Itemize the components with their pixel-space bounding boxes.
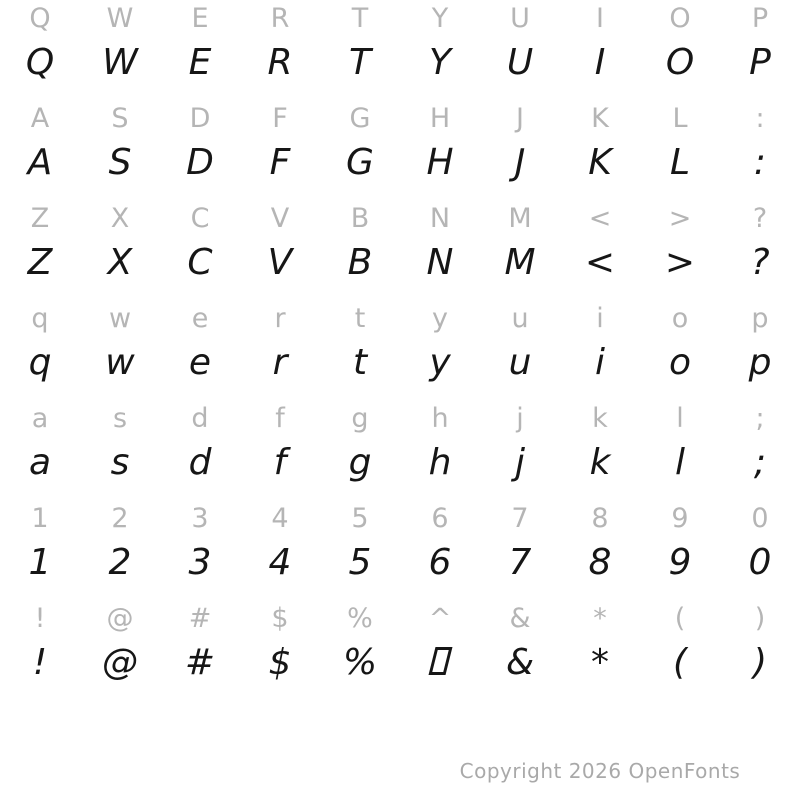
glyph-gray: % — [347, 603, 373, 634]
glyph-gray: > — [668, 203, 692, 234]
glyph-gray: U — [510, 3, 530, 34]
glyph-gray: y — [432, 303, 448, 334]
glyph-italic: F — [269, 142, 291, 183]
glyph-italic: e — [188, 342, 212, 383]
glyph-gray: V — [270, 203, 290, 234]
glyph-gray: t — [354, 303, 366, 334]
glyph-gray: k — [592, 403, 608, 434]
glyph-gray: & — [509, 603, 531, 634]
glyph-gray: E — [191, 3, 209, 34]
glyph-gray: 6 — [431, 503, 449, 534]
glyph-gray: P — [751, 3, 769, 34]
glyph-italic: 3 — [188, 542, 212, 583]
glyph-italic: @ — [102, 642, 138, 683]
glyph-italic: 0 — [748, 542, 772, 583]
glyph-italic: X — [107, 242, 133, 283]
glyph-italic: D — [186, 142, 214, 183]
glyph-italic: C — [187, 242, 213, 283]
glyph-gray: j — [516, 403, 524, 434]
glyph-italic: L — [669, 142, 691, 183]
glyph-italic: 8 — [588, 542, 612, 583]
glyph-row-italic — [0, 438, 800, 488]
glyph-row-pair — [0, 300, 800, 400]
glyph-gray: 0 — [751, 503, 769, 534]
glyph-italic: 9 — [668, 542, 692, 583]
glyph-row-pair — [0, 100, 800, 200]
glyph-italic: B — [347, 242, 373, 283]
glyph-row-pair — [0, 400, 800, 500]
glyph-gray: ) — [754, 603, 766, 634]
glyph-italic: 2 — [108, 542, 132, 583]
glyph-row-pair — [0, 600, 800, 700]
glyph-italic: * — [591, 642, 609, 683]
glyph-italic: > — [664, 242, 696, 283]
glyph-italic: h — [428, 442, 452, 483]
glyph-italic: 5 — [348, 542, 372, 583]
glyph-italic: r — [272, 342, 288, 383]
glyph-italic: & — [505, 642, 535, 683]
glyph-gray: O — [669, 3, 691, 34]
glyph-gray: u — [511, 303, 529, 334]
glyph-italic: ? — [750, 242, 770, 283]
glyph-gray: Z — [30, 203, 50, 234]
glyph-gray: i — [596, 303, 604, 334]
glyph-gray: ! — [34, 603, 46, 634]
glyph-italic: f — [273, 442, 287, 483]
copyright-text: Copyright 2026 OpenFonts — [459, 759, 741, 783]
glyph-gray: Y — [431, 3, 449, 34]
glyph-italic: Z — [27, 242, 53, 283]
glyph-italic: u — [508, 342, 532, 383]
glyph-italic: $ — [268, 642, 292, 683]
glyph-gray: l — [676, 403, 684, 434]
glyph-gray: o — [671, 303, 689, 334]
glyph-gray: T — [351, 3, 369, 34]
glyph-italic: # — [184, 642, 216, 683]
glyph-gray: H — [429, 103, 451, 134]
glyph-gray: A — [30, 103, 50, 134]
glyph-gray: G — [349, 103, 371, 134]
glyph-italic: % — [342, 642, 378, 683]
glyph-gray: q — [31, 303, 49, 334]
glyph-italic: y — [429, 342, 451, 383]
glyph-italic: w — [105, 342, 135, 383]
glyph-gray: d — [191, 403, 209, 434]
glyph-italic: K — [588, 142, 612, 183]
glyph-italic: d — [188, 442, 212, 483]
glyph-gray: ; — [755, 403, 765, 434]
glyph-row-pair — [0, 200, 800, 300]
glyph-row-italic — [0, 338, 800, 388]
glyph-gray: e — [191, 303, 209, 334]
glyph-italic: ! — [32, 642, 48, 683]
glyph-gray: F — [272, 103, 288, 134]
glyph-italic: 4 — [268, 542, 292, 583]
notdef-glyph-icon — [428, 647, 452, 675]
glyph-gray: L — [672, 103, 688, 134]
glyph-italic: o — [668, 342, 692, 383]
glyph-row-italic — [0, 38, 800, 88]
glyph-italic: I — [594, 42, 606, 83]
glyph-gray: < — [588, 203, 612, 234]
glyph-gray: 9 — [671, 503, 689, 534]
glyph-gray: s — [112, 403, 128, 434]
glyph-gray: 3 — [191, 503, 209, 534]
glyph-gray: a — [31, 403, 49, 434]
glyph-italic: M — [504, 242, 536, 283]
glyph-gray: X — [110, 203, 130, 234]
glyph-gray: W — [106, 3, 134, 34]
glyph-italic: p — [748, 342, 772, 383]
glyph-gray: h — [431, 403, 449, 434]
glyph-italic: ) — [752, 642, 768, 683]
glyph-italic: 7 — [508, 542, 532, 583]
glyph-italic: j — [514, 442, 525, 483]
glyph-row-gray — [0, 600, 800, 638]
glyph-gray: Q — [29, 3, 51, 34]
glyph-italic: N — [426, 242, 454, 283]
glyph-gray: R — [270, 3, 290, 34]
glyph-italic: : — [753, 142, 767, 183]
glyph-italic: i — [594, 342, 605, 383]
glyph-italic: H — [426, 142, 454, 183]
glyph-row-gray — [0, 0, 800, 38]
glyph-gray: 1 — [31, 503, 49, 534]
glyph-italic: V — [267, 242, 293, 283]
glyph-gray: B — [350, 203, 370, 234]
glyph-gray: f — [275, 403, 285, 434]
glyph-row-pair — [0, 0, 800, 100]
glyph-gray: w — [108, 303, 132, 334]
glyph-italic: ( — [672, 642, 688, 683]
glyph-gray: S — [111, 103, 129, 134]
glyph-gray: * — [593, 603, 607, 634]
glyph-gray: $ — [271, 603, 289, 634]
glyph-gray: I — [596, 3, 604, 34]
glyph-italic: q — [28, 342, 52, 383]
glyph-row-pair — [0, 500, 800, 600]
glyph-row-gray — [0, 100, 800, 138]
glyph-gray: ( — [674, 603, 686, 634]
glyph-gray: 2 — [111, 503, 129, 534]
glyph-gray: 8 — [591, 503, 609, 534]
glyph-italic: P — [749, 42, 771, 83]
glyph-italic: O — [665, 42, 695, 83]
glyph-row-gray — [0, 400, 800, 438]
glyph-italic: t — [352, 342, 368, 383]
glyph-gray: r — [274, 303, 286, 334]
glyph-italic: k — [589, 442, 611, 483]
glyph-italic: Y — [429, 42, 451, 83]
glyph-gray: N — [429, 203, 451, 234]
glyph-italic: 1 — [28, 542, 52, 583]
glyph-italic: 6 — [428, 542, 452, 583]
glyph-gray: C — [190, 203, 210, 234]
glyph-gray: K — [591, 103, 609, 134]
glyph-italic: R — [267, 42, 293, 83]
glyph-gray: M — [508, 203, 532, 234]
glyph-gray: D — [189, 103, 211, 134]
glyph-italic: J — [514, 142, 526, 183]
glyph-gray: 5 — [351, 503, 369, 534]
glyph-gray: : — [755, 103, 765, 134]
glyph-italic: Q — [25, 42, 55, 83]
glyph-italic: l — [674, 442, 685, 483]
glyph-row-italic — [0, 638, 800, 688]
glyph-italic: G — [346, 142, 374, 183]
glyph-gray: 4 — [271, 503, 289, 534]
glyph-row-italic — [0, 238, 800, 288]
glyph-italic: a — [28, 442, 52, 483]
glyph-row-gray — [0, 500, 800, 538]
glyph-gray: g — [351, 403, 369, 434]
glyph-gray: @ — [106, 603, 134, 634]
glyph-italic: T — [349, 42, 371, 83]
glyph-gray: ^ — [428, 603, 452, 634]
glyph-italic: U — [506, 42, 534, 83]
glyph-italic: < — [584, 242, 616, 283]
glyph-italic: g — [348, 442, 372, 483]
glyph-gray: 7 — [511, 503, 529, 534]
glyph-italic: ; — [753, 442, 767, 483]
glyph-italic — [400, 638, 480, 688]
glyph-row-gray — [0, 200, 800, 238]
glyph-gray: p — [751, 303, 769, 334]
glyph-row-gray — [0, 300, 800, 338]
glyph-italic: A — [27, 142, 53, 183]
glyph-italic: S — [108, 142, 132, 183]
glyph-italic: W — [102, 42, 138, 83]
glyph-row-italic — [0, 138, 800, 188]
glyph-gray: # — [188, 603, 212, 634]
glyph-italic: s — [110, 442, 130, 483]
glyph-italic: E — [188, 42, 212, 83]
glyph-gray: J — [516, 103, 524, 134]
glyph-row-italic — [0, 538, 800, 588]
glyph-gray: ? — [752, 203, 768, 234]
